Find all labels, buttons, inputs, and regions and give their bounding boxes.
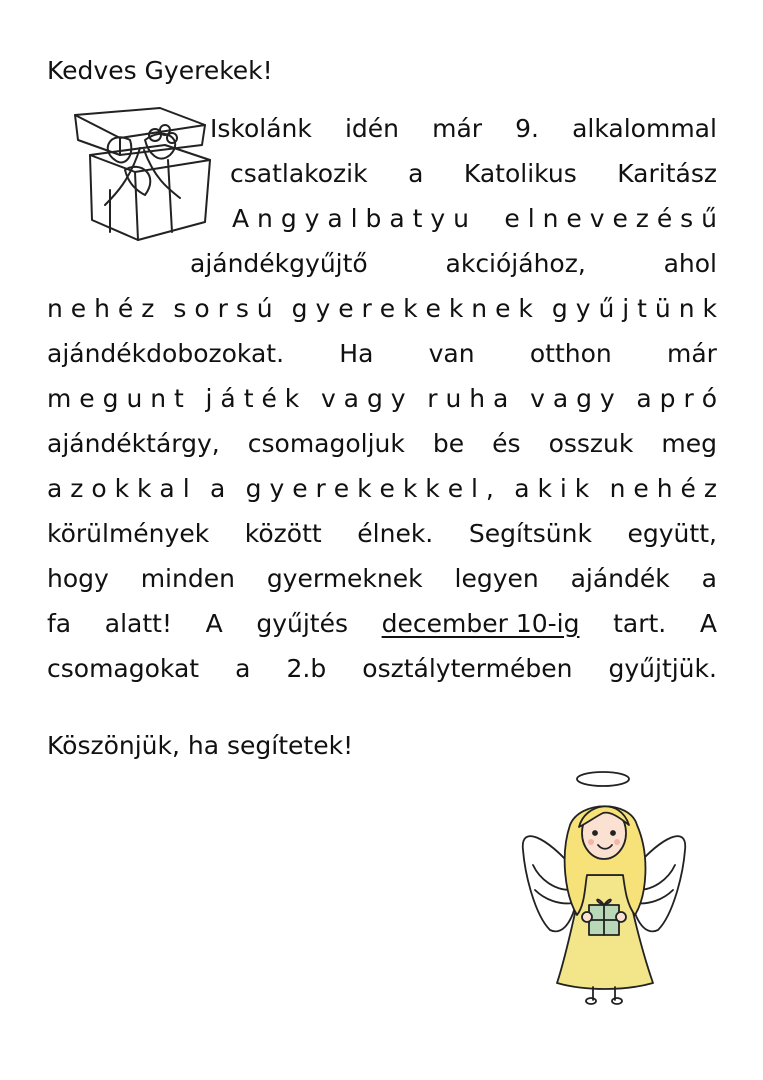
text-line: csomagokat a 2.b osztálytermében gyűjtjük. [47, 654, 717, 683]
gift-box-icon [70, 100, 220, 250]
closing: Köszönjük, ha segítetek! [47, 731, 354, 760]
text-line: ajándékdobozokat. Ha van otthon már [47, 339, 717, 368]
text-line: a z o k k a l a g y e r e k e k k e l , a k i k n e h é z [47, 474, 717, 503]
text-line: ajándékgyűjtő akciójához, ahol [190, 249, 717, 278]
text-line: n e h é z s o r s ú g y e r e k e k n e k g y ű j t ü n k [47, 294, 717, 323]
angel-icon [515, 765, 695, 1005]
text-line: Iskolánk idén már 9. alkalommal [210, 114, 717, 143]
text-line: csatlakozik a Katolikus Karitász [230, 159, 717, 188]
text-line: ajándéktárgy, csomagoljuk be és osszuk meg [47, 429, 717, 458]
text-line: fa alatt! A gyűjtés december 10-ig tart. A [47, 609, 717, 638]
text-line: hogy minden gyermeknek legyen ajándék a [47, 564, 717, 593]
deadline-date: december 10-ig [381, 609, 580, 638]
greeting: Kedves Gyerekek! [47, 56, 273, 85]
text-line: m e g u n t j á t é k v a g y r u h a v a g y a p r ó [47, 384, 717, 413]
text-line: körülmények között élnek. Segítsünk együtt, [47, 519, 717, 548]
text-line: A n g y a l b a t y u e l n e v e z é s ű [232, 204, 717, 233]
